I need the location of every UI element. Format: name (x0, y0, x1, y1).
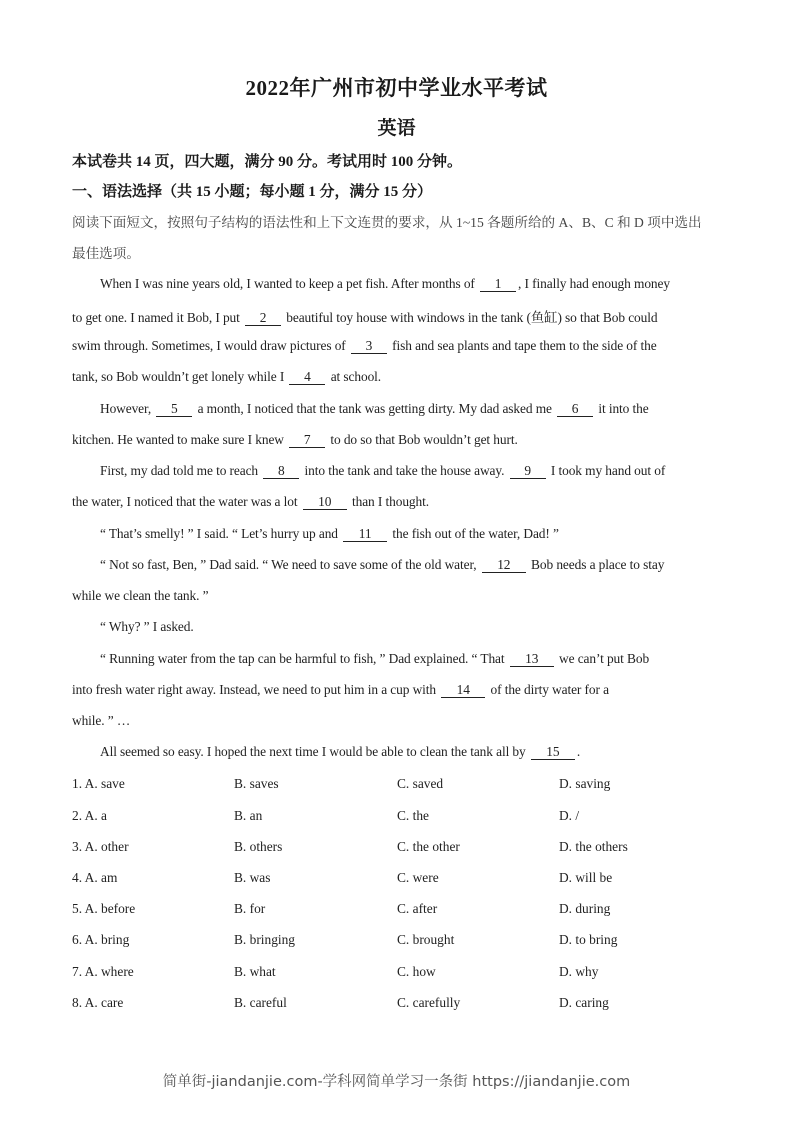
passage-line (100, 557, 750, 573)
passage-text: kitchen. He wanted to make sure I knew (72, 432, 288, 447)
option-d: D. the others (559, 839, 628, 854)
passage-text: while. ” … (72, 713, 131, 728)
option-c: C. brought (397, 932, 455, 947)
passage-text: When I was nine years old, I wanted to keep a pet fish. After months of (100, 276, 479, 291)
passage-line (100, 463, 750, 479)
blank-5: 5 (156, 402, 192, 417)
option-a: 8. A. care (72, 995, 124, 1010)
option-a: 2. A. a (72, 808, 107, 823)
passage-line (100, 619, 750, 635)
passage-text: of the dirty water for a (487, 682, 609, 697)
option-c: C. the other (397, 839, 460, 854)
passage-text (504, 463, 507, 478)
passage-line (72, 432, 722, 448)
blank-1: 1 (480, 277, 516, 292)
option-d: D. to bring (559, 932, 618, 947)
passage-text: a month, I noticed that the tank was getting dirty. My dad asked me (194, 401, 552, 416)
passage-text: to do so that Bob wouldn’t get hurt. (327, 432, 518, 447)
blank-4: 4 (289, 370, 325, 385)
passage-text: However, (100, 401, 155, 416)
option-d: D. / (559, 808, 580, 823)
blank-6: 6 (557, 402, 593, 417)
passage-line (72, 494, 722, 510)
passage-text: the fish out of the water, Dad! ” (389, 526, 559, 541)
passage-text: Bob needs a place to stay (527, 557, 665, 572)
instructions-line-1: 阅读下面短文，按照句子结构的语法性和上下文连贯的要求，从 1~15 各题所给的 A、B、C 和 D 项中选出 (72, 215, 702, 230)
passage-text: at school. (327, 369, 382, 384)
option-d: D. saving (559, 776, 611, 791)
passage-text: tank, so Bob wouldn’t get lonely while I (72, 369, 288, 384)
blank-9: 9 (510, 464, 546, 479)
passage-line (100, 651, 750, 667)
passage-text (552, 401, 555, 416)
blank-8: 8 (263, 464, 299, 479)
option-c: C. carefully (397, 995, 461, 1010)
passage-text: fish and sea plants and tape them to the side of the (388, 338, 657, 353)
passage-text: “ Running water from the tap can be harmful to fish, ” Dad explained. “ That (100, 651, 508, 666)
exam-title: 2022年广州市初中学业水平考试 (245, 76, 548, 100)
option-a: 6. A. bring (72, 932, 130, 947)
passage-line (72, 369, 722, 385)
passage-text: First, my dad told me to reach (100, 463, 262, 478)
footer-watermark: 简单街-jiandanjie.com-学科网简单学习一条街 https://jiandanjie.com (162, 1074, 631, 1090)
passage-text: “ That’s smelly! ” I said. “ Let’s hurry up and (100, 526, 342, 541)
option-b: B. an (234, 808, 263, 823)
passage-text: “ Not so fast, Ben, ” Dad said. “ We need to save some of the old water, (100, 557, 480, 572)
passage-text: I took my hand out of (547, 463, 666, 478)
option-b: B. bringing (234, 932, 296, 947)
passage-text: “ Why? ” I asked. (100, 619, 194, 634)
passage-line (72, 338, 722, 354)
passage-text: into fresh water right away. Instead, we need to put him in a cup with (72, 682, 440, 697)
option-b: B. what (234, 964, 276, 979)
option-b: B. careful (234, 995, 287, 1010)
option-a: 3. A. other (72, 839, 129, 854)
passage-text: , I finally had enough money (518, 276, 670, 291)
blank-2: 2 (245, 311, 281, 326)
option-c: C. saved (397, 776, 444, 791)
option-a: 7. A. where (72, 964, 134, 979)
instructions (72, 207, 724, 269)
option-c: C. the (397, 808, 429, 823)
exam-info: 本试卷共 14 页，四大题，满分 90 分。考试用时 100 分钟。 (72, 154, 463, 170)
blank-14: 14 (441, 683, 485, 698)
passage-text: to get one. I named it Bob, I put (72, 310, 244, 325)
option-c: C. after (397, 901, 438, 916)
blank-3: 3 (351, 339, 387, 354)
instructions-line-2: 最佳选项。 (72, 246, 140, 261)
passage-text: the water, I noticed that the water was a lot (72, 494, 301, 509)
passage-text: it into the (595, 401, 649, 416)
option-c: C. were (397, 870, 439, 885)
blank-15: 15 (531, 745, 575, 760)
blank-12: 12 (482, 558, 526, 573)
option-d: D. during (559, 901, 611, 916)
passage-line (72, 307, 722, 326)
passage-line (100, 401, 750, 417)
passage-text: All seemed so easy. I hoped the next time I would be able to clean the tank all by (100, 744, 529, 759)
subject-title: 英语 (377, 118, 416, 139)
option-b: B. others (234, 839, 283, 854)
passage-text: swim through. Sometimes, I would draw pictures of (72, 338, 349, 353)
blank-13: 13 (510, 652, 554, 667)
option-b: B. was (234, 870, 271, 885)
passage-text: than I thought. (348, 494, 429, 509)
passage-text: . (576, 744, 581, 759)
passage-text: while we clean the tank. ” (72, 588, 209, 603)
option-a: 5. A. before (72, 901, 136, 916)
section-heading: 一、语法选择（共 15 小题；每小题 1 分，满分 15 分） (72, 184, 433, 200)
passage-line (72, 713, 722, 729)
option-c: C. how (397, 964, 436, 979)
passage-line (72, 588, 722, 604)
option-d: D. will be (559, 870, 613, 885)
blank-7: 7 (289, 433, 325, 448)
blank-10: 10 (303, 495, 347, 510)
passage-line (72, 682, 722, 698)
passage-line (100, 744, 750, 760)
option-a: 4. A. am (72, 870, 118, 885)
passage-line (100, 526, 750, 542)
passage-text: beautiful toy house with windows in the tank (鱼缸) so that Bob could (283, 310, 658, 325)
option-d: D. why (559, 964, 599, 979)
option-d: D. caring (559, 995, 609, 1010)
passage-line (100, 276, 750, 292)
passage-text: into the tank and take the house away. (301, 463, 505, 478)
option-a: 1. A. save (72, 776, 125, 791)
option-b: B. saves (234, 776, 279, 791)
option-b: B. for (234, 901, 266, 916)
blank-11: 11 (343, 527, 387, 542)
passage-text: we can’t put Bob (555, 651, 650, 666)
